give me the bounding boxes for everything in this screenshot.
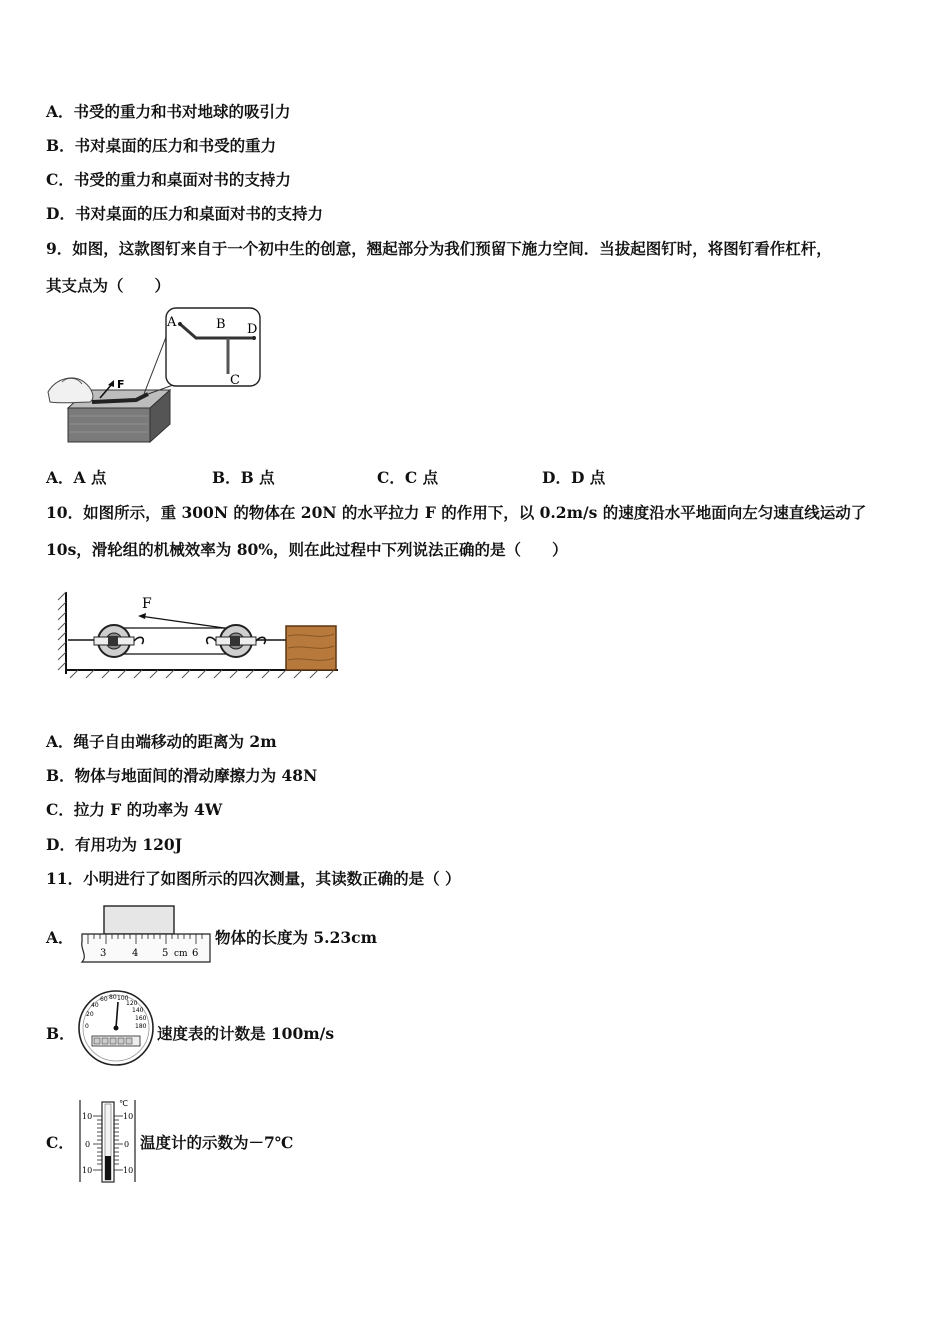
q11-a-ruler-figure (78, 904, 214, 968)
q10-pulley-figure (56, 586, 342, 682)
q11-a-tick-3: 3 (100, 948, 107, 959)
q9-label-f: F (117, 378, 125, 391)
q11-b-mark-120: 120 (126, 1000, 138, 1007)
q11-b-mark-140: 140 (132, 1007, 144, 1014)
q11-b-mark-40: 40 (91, 1002, 99, 1009)
q11-a-text: 物体的长度为 5.23cm (215, 928, 377, 947)
q9-option-c: C．C 点 (377, 468, 439, 487)
q11-c-thermometer-figure (77, 1096, 139, 1184)
q11-a-tick-5: 5 (162, 948, 169, 959)
q11-b-speedometer-figure (76, 988, 156, 1068)
q11-c-scale-mid-left: 0 (85, 1140, 91, 1149)
q9-options (46, 468, 906, 488)
q9-option-b: B．B 点 (212, 468, 275, 487)
q11-b-letter: B． (46, 1024, 75, 1043)
q11-stem: 11．小明进行了如图所示的四次测量，其读数正确的是（ ） (46, 869, 461, 888)
q9-stem-line1: 9．如图，这款图钉来自于一个初中生的创意，翘起部分为我们预留下施力空间．当拔起图钉时，将图钉看作杠杆， (46, 239, 832, 258)
q11-b-mark-80: 80 (109, 994, 117, 1001)
q11-c-unit: ℃ (119, 1099, 128, 1108)
q10-label-f: F (142, 596, 152, 612)
q10-option-a: A．绳子自由端移动的距离为 2m (46, 732, 277, 751)
q8-option-a: A．书受的重力和书对地球的吸引力 (46, 102, 291, 121)
q11-b-mark-160: 160 (135, 1015, 147, 1022)
q11-c-scale-bot-right: 10 (123, 1166, 134, 1175)
q11-a-letter: A． (46, 928, 74, 947)
q11-c-scale-mid-right: 0 (124, 1140, 130, 1149)
q10-stem-line1: 10．如图所示，重 300N 的物体在 20N 的水平拉力 F 的作用下，以 0.2m/s 的速度沿水平地面向左匀速直线运动了 (46, 503, 867, 522)
q11-b-text: 速度表的计数是 100m/s (157, 1024, 335, 1043)
q11-b-mark-60: 60 (100, 996, 108, 1003)
q10-option-b: B．物体与地面间的滑动摩擦力为 48N (46, 766, 318, 785)
q11-a-tick-6: 6 (192, 948, 199, 959)
q9-label-c: C (230, 373, 240, 388)
q9-label-b: B (216, 317, 226, 332)
q9-label-a: A (167, 315, 177, 330)
q11-c-letter: C． (46, 1133, 74, 1152)
q9-thumbtack-figure (44, 306, 266, 446)
q11-b-mark-0: 0 (85, 1023, 89, 1030)
q11-b-mark-20: 20 (86, 1011, 94, 1018)
q8-option-c: C．书受的重力和桌面对书的支持力 (46, 170, 291, 189)
q10-stem-line2: 10s，滑轮组的机械效率为 80%，则在此过程中下列说法正确的是（ ） (46, 540, 568, 559)
q10-option-d: D．有用功为 120J (46, 835, 183, 854)
q11-c-scale-top-left: 10 (82, 1112, 93, 1121)
q9-option-d: D．D 点 (542, 468, 606, 487)
q11-a-tick-4: 4 (132, 948, 139, 959)
q11-c-scale-top-right: 10 (123, 1112, 134, 1121)
q11-c-text: 温度计的示数为－7℃ (140, 1133, 294, 1152)
q8-option-b: B．书对桌面的压力和书受的重力 (46, 136, 277, 155)
q11-a-tick-cm: cm (174, 949, 188, 959)
q9-label-d: D (247, 322, 258, 337)
q9-option-a: A．A 点 (46, 468, 107, 487)
q11-b-mark-100: 100 (117, 995, 129, 1002)
q9-stem-line2: 其支点为（ ） (46, 276, 171, 295)
q8-option-d: D．书对桌面的压力和桌面对书的支持力 (46, 204, 323, 223)
q11-c-scale-bot-left: 10 (82, 1166, 93, 1175)
q11-b-mark-180: 180 (135, 1023, 147, 1030)
q10-option-c: C．拉力 F 的功率为 4W (46, 800, 223, 819)
